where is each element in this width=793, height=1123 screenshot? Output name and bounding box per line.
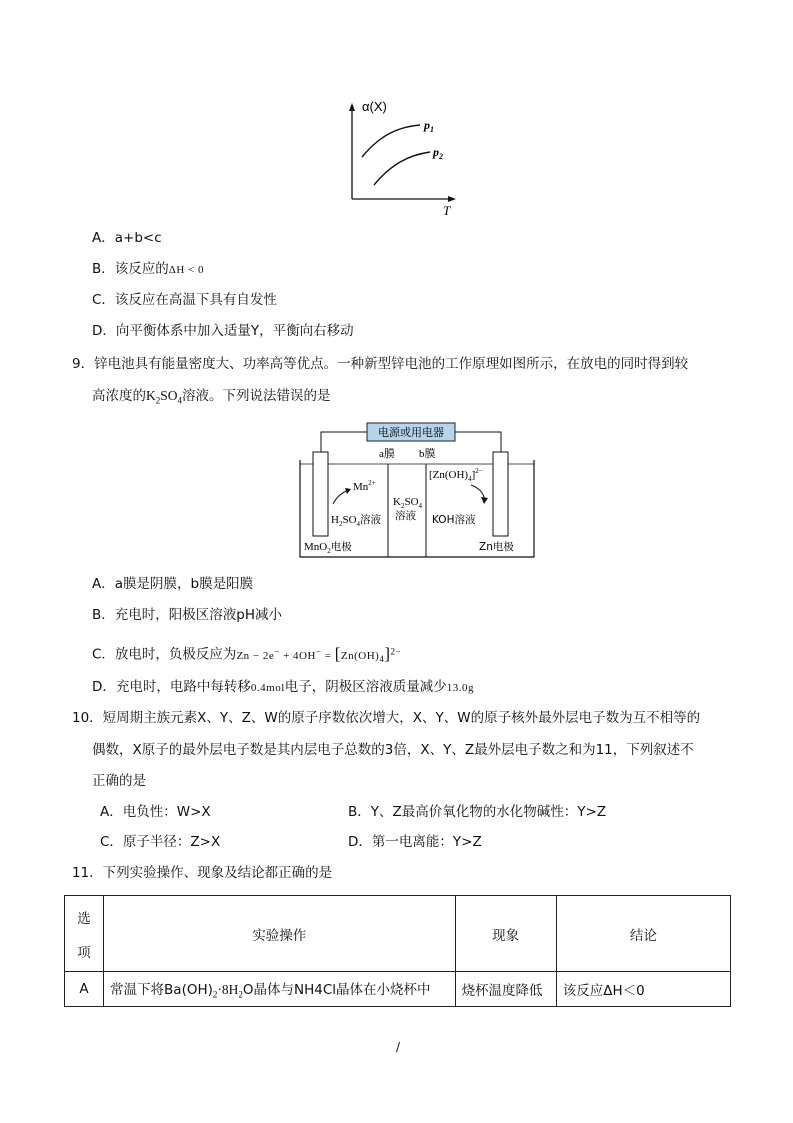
zn-arrow-head [481,497,488,504]
x-axis-arrow [448,196,456,202]
mn-ion-label: $Mn^{2+}$ [353,479,376,493]
q9-option-c-text: C．放电时，负极反应为 [92,646,237,663]
row-a-option: A [65,972,104,1007]
h2so4-solution-label: $H_2SO_4$溶液 [331,514,382,528]
k2so4-formula: $K_2SO_4$ [146,388,183,406]
q8-option-d: D．向平衡体系中加入适量Y，平衡向右移动 [92,323,354,339]
q9-stem-line2 [92,386,331,411]
q8-option-b-math: ΔH < 0 [168,264,204,276]
q9-option-d-value2: 13.0g [446,682,475,694]
y-axis-arrow [349,103,355,111]
curve-p2 [374,152,430,185]
alpha-temperature-graph [340,95,460,220]
mno2-electrode-label: MnO$_2$电极 [304,541,352,555]
q9-option-d-mid: 电子，阴极区溶液质量减少 [284,679,447,695]
cell-svg [297,420,537,560]
zn-complex-label: $[Zn(OH)_4]^{2-}$ [429,467,483,483]
row-a-operation: 常温下将$Ba(OH)_2\cdot 8H_2O$晶体与NH4Cl晶体在小烧杯中 [104,972,456,1007]
q8-option-b [92,259,204,280]
curve-p2-label: $p_2$ [433,145,443,161]
q9-option-b: B．充电时，阳极区溶液pH减小 [92,607,282,623]
q10-stem-line2: 偶数，X原子的最外层电子数是其内层电子总数的3倍，X、Y、Z最外层电子数之和为11，下列叙述不 [92,742,694,758]
graph-svg [340,95,460,220]
x-axis-label: T [443,203,451,218]
q8-option-c: C．该反应在高温下具有自发性 [92,292,277,308]
curve-p1-label: $p_1$ [424,118,434,134]
y-axis-label: α(X) [362,99,387,114]
q9-option-a: A．a膜是阴膜，b膜是阳膜 [92,576,254,592]
q8-option-a: A．a+b<c [92,230,162,246]
q9-option-d-value1: 0.4mol [250,682,285,694]
table-row [65,972,731,1007]
header-option-line2: 项 [77,944,91,961]
q10-option-c: C．原子半径：Z>X [100,834,221,850]
q10-stem-line3: 正确的是 [92,773,146,789]
q10-option-a: A．电负性：W>X [100,804,211,820]
header-conclusion: 结论 [556,896,730,972]
q11-stem: 11．下列实验操作、现象及结论都正确的是 [72,865,333,881]
q9-stem-line2-post: 溶液。下列说法错误的是 [182,388,331,404]
experiment-table [64,895,731,1007]
mno2-electrode [313,452,328,536]
zinc-battery-diagram [297,420,537,560]
koh-solution-label: KOH溶液 [432,514,476,526]
q10-option-d: D．第一电离能：Y>Z [348,834,482,850]
membrane-b-label: b膜 [419,448,436,460]
q9-option-c [92,641,401,669]
q9-stem-line2-pre: 高浓度的 [92,388,146,404]
zn-electrode-label: Zn电极 [479,541,514,553]
q8-option-b-text: B．该反应的 [92,261,169,277]
q9-option-d [92,677,474,698]
page-number: / [396,1040,401,1054]
q9-option-c-equation: $Zn - 2e^- + 4OH^- = [Zn(OH)_4]^{2-}$ [236,643,402,664]
zn-electrode [493,452,508,536]
q9-stem-line1: 9．锌电池具有能量密度大、功率高等优点。一种新型锌电池的工作原理如图所示，在放电的同时得到较 [72,356,689,372]
middle-solution-label: 溶液 [395,510,416,522]
row-a-conclusion: 该反应ΔH＜0 [556,972,730,1007]
header-operation: 实验操作 [104,896,456,972]
header-option [65,896,104,972]
power-source-label: 电源或用电器 [378,426,444,439]
header-option-line1: 选 [77,910,91,927]
table-header-row [65,896,731,972]
q9-option-d-pre: D．充电时，电路中每转移 [92,679,251,695]
membrane-a-label: a膜 [379,448,395,460]
header-phenomenon: 现象 [455,896,556,972]
q10-option-b: B．Y、Z最高价氧化物的水化物碱性：Y>Z [348,804,607,820]
q10-stem-line1: 10．短周期主族元素X、Y、Z、W的原子序数依次增大，X、Y、W的原子核外最外层电子数为互不相等的 [72,710,701,726]
row-a-phenomenon: 烧杯温度降低 [455,972,556,1007]
k2so4-label: $K_2SO_4$ [393,496,423,510]
curve-p1 [362,125,420,157]
